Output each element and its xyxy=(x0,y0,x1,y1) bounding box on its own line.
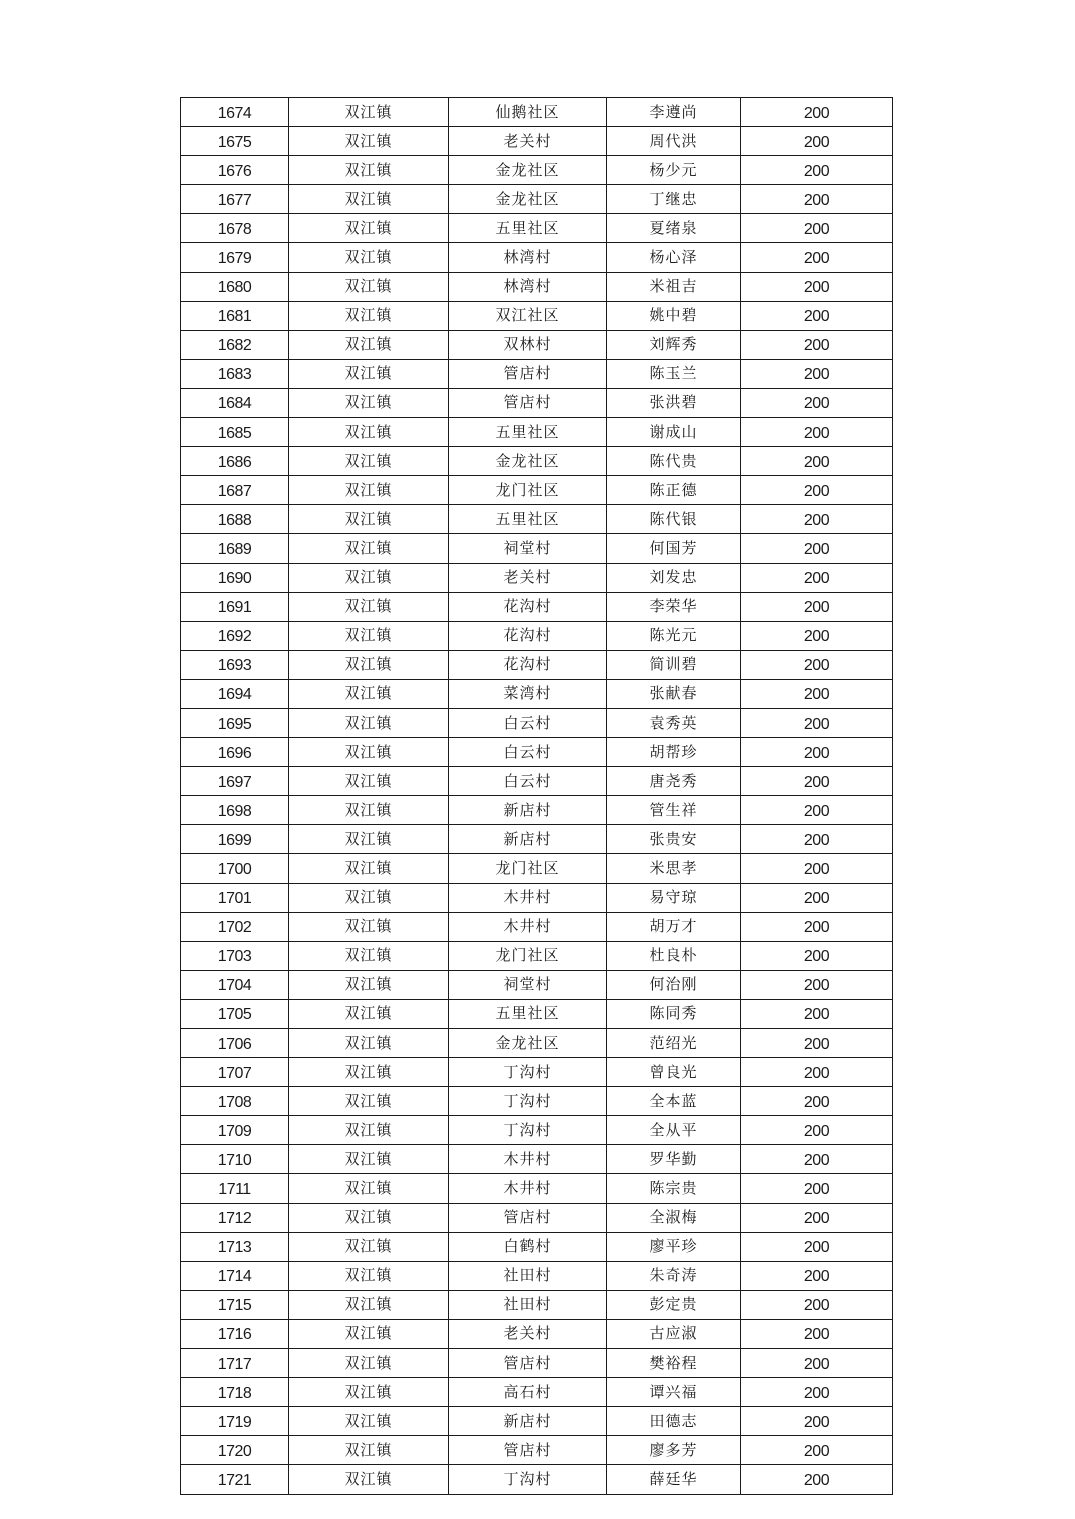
person-name-cell: 全本蓝 xyxy=(607,1087,741,1116)
village-cell: 新店村 xyxy=(449,825,607,854)
table-row xyxy=(181,1378,893,1407)
row-number-cell: 1687 xyxy=(181,476,289,505)
village-cell: 管店村 xyxy=(449,359,607,388)
amount-cell: 200 xyxy=(741,854,893,883)
person-name-cell: 管生祥 xyxy=(607,796,741,825)
table-row xyxy=(181,621,893,650)
town-cell: 双江镇 xyxy=(289,1058,449,1087)
row-number-cell: 1690 xyxy=(181,563,289,592)
town-cell: 双江镇 xyxy=(289,796,449,825)
table-row xyxy=(181,418,893,447)
village-cell: 老关村 xyxy=(449,127,607,156)
amount-cell: 200 xyxy=(741,1407,893,1436)
row-number-cell: 1703 xyxy=(181,941,289,970)
village-cell: 金龙社区 xyxy=(449,185,607,214)
row-number-cell: 1719 xyxy=(181,1407,289,1436)
town-cell: 双江镇 xyxy=(289,854,449,883)
table-row xyxy=(181,738,893,767)
person-name-cell: 陈正德 xyxy=(607,476,741,505)
person-name-cell: 简训碧 xyxy=(607,650,741,679)
amount-cell: 200 xyxy=(741,1436,893,1465)
town-cell: 双江镇 xyxy=(289,679,449,708)
person-name-cell: 范绍光 xyxy=(607,1029,741,1058)
town-cell: 双江镇 xyxy=(289,1290,449,1319)
row-number-cell: 1684 xyxy=(181,388,289,417)
table-row xyxy=(181,679,893,708)
row-number-cell: 1720 xyxy=(181,1436,289,1465)
table-row xyxy=(181,388,893,417)
table-row xyxy=(181,243,893,272)
town-cell: 双江镇 xyxy=(289,1261,449,1290)
town-cell: 双江镇 xyxy=(289,563,449,592)
person-name-cell: 陈光元 xyxy=(607,621,741,650)
amount-cell: 200 xyxy=(741,505,893,534)
town-cell: 双江镇 xyxy=(289,127,449,156)
table-row xyxy=(181,1087,893,1116)
row-number-cell: 1677 xyxy=(181,185,289,214)
person-name-cell: 李遵尚 xyxy=(607,98,741,127)
village-cell: 高石村 xyxy=(449,1378,607,1407)
village-cell: 菜湾村 xyxy=(449,679,607,708)
person-name-cell: 周代洪 xyxy=(607,127,741,156)
village-cell: 双林村 xyxy=(449,330,607,359)
amount-cell: 200 xyxy=(741,447,893,476)
village-cell: 林湾村 xyxy=(449,243,607,272)
village-cell: 木井村 xyxy=(449,912,607,941)
table-row xyxy=(181,941,893,970)
village-cell: 双江社区 xyxy=(449,301,607,330)
person-name-cell: 谭兴福 xyxy=(607,1378,741,1407)
town-cell: 双江镇 xyxy=(289,708,449,737)
table-row xyxy=(181,1290,893,1319)
row-number-cell: 1717 xyxy=(181,1349,289,1378)
row-number-cell: 1691 xyxy=(181,592,289,621)
village-cell: 五里社区 xyxy=(449,505,607,534)
person-name-cell: 李荣华 xyxy=(607,592,741,621)
person-name-cell: 何国芳 xyxy=(607,534,741,563)
person-name-cell: 彭定贵 xyxy=(607,1290,741,1319)
person-name-cell: 米思孝 xyxy=(607,854,741,883)
person-name-cell: 刘发忠 xyxy=(607,563,741,592)
village-cell: 仙鹅社区 xyxy=(449,98,607,127)
table-row xyxy=(181,563,893,592)
table-row xyxy=(181,1116,893,1145)
amount-cell: 200 xyxy=(741,1116,893,1145)
row-number-cell: 1707 xyxy=(181,1058,289,1087)
amount-cell: 200 xyxy=(741,272,893,301)
row-number-cell: 1709 xyxy=(181,1116,289,1145)
village-cell: 新店村 xyxy=(449,796,607,825)
town-cell: 双江镇 xyxy=(289,650,449,679)
amount-cell: 200 xyxy=(741,999,893,1028)
amount-cell: 200 xyxy=(741,1319,893,1348)
person-name-cell: 张洪碧 xyxy=(607,388,741,417)
table-row xyxy=(181,447,893,476)
table-row xyxy=(181,1232,893,1261)
person-name-cell: 谢成山 xyxy=(607,418,741,447)
table-row xyxy=(181,156,893,185)
table-row xyxy=(181,214,893,243)
village-cell: 五里社区 xyxy=(449,214,607,243)
row-number-cell: 1711 xyxy=(181,1174,289,1203)
village-cell: 金龙社区 xyxy=(449,1029,607,1058)
row-number-cell: 1699 xyxy=(181,825,289,854)
village-cell: 木井村 xyxy=(449,1145,607,1174)
town-cell: 双江镇 xyxy=(289,418,449,447)
person-name-cell: 樊裕程 xyxy=(607,1349,741,1378)
amount-cell: 200 xyxy=(741,621,893,650)
amount-cell: 200 xyxy=(741,825,893,854)
village-cell: 花沟村 xyxy=(449,621,607,650)
row-number-cell: 1698 xyxy=(181,796,289,825)
row-number-cell: 1693 xyxy=(181,650,289,679)
town-cell: 双江镇 xyxy=(289,1465,449,1494)
amount-cell: 200 xyxy=(741,1465,893,1494)
table-row xyxy=(181,1203,893,1232)
village-cell: 祠堂村 xyxy=(449,970,607,999)
village-cell: 管店村 xyxy=(449,1349,607,1378)
town-cell: 双江镇 xyxy=(289,1087,449,1116)
person-name-cell: 易守琼 xyxy=(607,883,741,912)
table-row xyxy=(181,1349,893,1378)
town-cell: 双江镇 xyxy=(289,1349,449,1378)
town-cell: 双江镇 xyxy=(289,767,449,796)
person-name-cell: 陈同秀 xyxy=(607,999,741,1028)
village-cell: 五里社区 xyxy=(449,999,607,1028)
row-number-cell: 1697 xyxy=(181,767,289,796)
village-cell: 管店村 xyxy=(449,388,607,417)
row-number-cell: 1674 xyxy=(181,98,289,127)
town-cell: 双江镇 xyxy=(289,999,449,1028)
amount-cell: 200 xyxy=(741,1029,893,1058)
table-row xyxy=(181,1261,893,1290)
village-cell: 管店村 xyxy=(449,1436,607,1465)
table-row xyxy=(181,796,893,825)
amount-cell: 200 xyxy=(741,708,893,737)
person-name-cell: 张献春 xyxy=(607,679,741,708)
table-body xyxy=(181,98,893,1495)
row-number-cell: 1681 xyxy=(181,301,289,330)
town-cell: 双江镇 xyxy=(289,970,449,999)
table-row xyxy=(181,1058,893,1087)
town-cell: 双江镇 xyxy=(289,359,449,388)
village-cell: 丁沟村 xyxy=(449,1465,607,1494)
town-cell: 双江镇 xyxy=(289,738,449,767)
amount-cell: 200 xyxy=(741,534,893,563)
person-name-cell: 杨心泽 xyxy=(607,243,741,272)
row-number-cell: 1716 xyxy=(181,1319,289,1348)
table-row xyxy=(181,1407,893,1436)
village-cell: 龙门社区 xyxy=(449,941,607,970)
amount-cell: 200 xyxy=(741,98,893,127)
person-name-cell: 陈玉兰 xyxy=(607,359,741,388)
village-cell: 木井村 xyxy=(449,883,607,912)
table-row xyxy=(181,1145,893,1174)
town-cell: 双江镇 xyxy=(289,1378,449,1407)
row-number-cell: 1694 xyxy=(181,679,289,708)
amount-cell: 200 xyxy=(741,1174,893,1203)
person-name-cell: 张贵安 xyxy=(607,825,741,854)
village-cell: 丁沟村 xyxy=(449,1087,607,1116)
village-cell: 金龙社区 xyxy=(449,447,607,476)
table-row xyxy=(181,767,893,796)
town-cell: 双江镇 xyxy=(289,98,449,127)
village-cell: 白云村 xyxy=(449,767,607,796)
row-number-cell: 1685 xyxy=(181,418,289,447)
row-number-cell: 1714 xyxy=(181,1261,289,1290)
table-row xyxy=(181,98,893,127)
village-cell: 木井村 xyxy=(449,1174,607,1203)
row-number-cell: 1715 xyxy=(181,1290,289,1319)
town-cell: 双江镇 xyxy=(289,1436,449,1465)
amount-cell: 200 xyxy=(741,912,893,941)
town-cell: 双江镇 xyxy=(289,447,449,476)
row-number-cell: 1680 xyxy=(181,272,289,301)
table-row xyxy=(181,476,893,505)
village-cell: 丁沟村 xyxy=(449,1058,607,1087)
town-cell: 双江镇 xyxy=(289,243,449,272)
village-cell: 花沟村 xyxy=(449,650,607,679)
village-cell: 社田村 xyxy=(449,1290,607,1319)
amount-cell: 200 xyxy=(741,1203,893,1232)
village-cell: 花沟村 xyxy=(449,592,607,621)
town-cell: 双江镇 xyxy=(289,941,449,970)
subsidy-table xyxy=(180,97,893,1495)
town-cell: 双江镇 xyxy=(289,621,449,650)
village-cell: 新店村 xyxy=(449,1407,607,1436)
table-row xyxy=(181,854,893,883)
amount-cell: 200 xyxy=(741,330,893,359)
table-row xyxy=(181,592,893,621)
amount-cell: 200 xyxy=(741,1349,893,1378)
row-number-cell: 1679 xyxy=(181,243,289,272)
village-cell: 白云村 xyxy=(449,738,607,767)
town-cell: 双江镇 xyxy=(289,301,449,330)
amount-cell: 200 xyxy=(741,185,893,214)
amount-cell: 200 xyxy=(741,214,893,243)
person-name-cell: 古应淑 xyxy=(607,1319,741,1348)
village-cell: 丁沟村 xyxy=(449,1116,607,1145)
amount-cell: 200 xyxy=(741,767,893,796)
row-number-cell: 1704 xyxy=(181,970,289,999)
row-number-cell: 1700 xyxy=(181,854,289,883)
table-row xyxy=(181,185,893,214)
amount-cell: 200 xyxy=(741,156,893,185)
table-row xyxy=(181,912,893,941)
village-cell: 老关村 xyxy=(449,563,607,592)
amount-cell: 200 xyxy=(741,1087,893,1116)
table-row xyxy=(181,970,893,999)
village-cell: 白云村 xyxy=(449,708,607,737)
person-name-cell: 胡帮珍 xyxy=(607,738,741,767)
row-number-cell: 1708 xyxy=(181,1087,289,1116)
row-number-cell: 1695 xyxy=(181,708,289,737)
table-row xyxy=(181,999,893,1028)
amount-cell: 200 xyxy=(741,650,893,679)
amount-cell: 200 xyxy=(741,359,893,388)
row-number-cell: 1712 xyxy=(181,1203,289,1232)
table-row xyxy=(181,127,893,156)
amount-cell: 200 xyxy=(741,1378,893,1407)
table-row xyxy=(181,272,893,301)
town-cell: 双江镇 xyxy=(289,388,449,417)
village-cell: 龙门社区 xyxy=(449,854,607,883)
table-row xyxy=(181,650,893,679)
row-number-cell: 1678 xyxy=(181,214,289,243)
town-cell: 双江镇 xyxy=(289,912,449,941)
village-cell: 林湾村 xyxy=(449,272,607,301)
amount-cell: 200 xyxy=(741,679,893,708)
village-cell: 管店村 xyxy=(449,1203,607,1232)
row-number-cell: 1705 xyxy=(181,999,289,1028)
row-number-cell: 1676 xyxy=(181,156,289,185)
town-cell: 双江镇 xyxy=(289,156,449,185)
amount-cell: 200 xyxy=(741,970,893,999)
table-row xyxy=(181,708,893,737)
table-row xyxy=(181,1319,893,1348)
person-name-cell: 刘辉秀 xyxy=(607,330,741,359)
row-number-cell: 1696 xyxy=(181,738,289,767)
table-row xyxy=(181,359,893,388)
person-name-cell: 罗华勤 xyxy=(607,1145,741,1174)
row-number-cell: 1675 xyxy=(181,127,289,156)
amount-cell: 200 xyxy=(741,301,893,330)
amount-cell: 200 xyxy=(741,418,893,447)
table-row xyxy=(181,1436,893,1465)
table-row xyxy=(181,301,893,330)
row-number-cell: 1710 xyxy=(181,1145,289,1174)
row-number-cell: 1706 xyxy=(181,1029,289,1058)
person-name-cell: 田德志 xyxy=(607,1407,741,1436)
row-number-cell: 1689 xyxy=(181,534,289,563)
table-row xyxy=(181,1465,893,1494)
town-cell: 双江镇 xyxy=(289,1232,449,1261)
amount-cell: 200 xyxy=(741,1290,893,1319)
town-cell: 双江镇 xyxy=(289,505,449,534)
amount-cell: 200 xyxy=(741,738,893,767)
amount-cell: 200 xyxy=(741,796,893,825)
amount-cell: 200 xyxy=(741,127,893,156)
person-name-cell: 唐尧秀 xyxy=(607,767,741,796)
amount-cell: 200 xyxy=(741,388,893,417)
table-row xyxy=(181,1029,893,1058)
village-cell: 龙门社区 xyxy=(449,476,607,505)
town-cell: 双江镇 xyxy=(289,592,449,621)
table-row xyxy=(181,825,893,854)
town-cell: 双江镇 xyxy=(289,476,449,505)
town-cell: 双江镇 xyxy=(289,1407,449,1436)
row-number-cell: 1713 xyxy=(181,1232,289,1261)
amount-cell: 200 xyxy=(741,243,893,272)
person-name-cell: 丁继忠 xyxy=(607,185,741,214)
town-cell: 双江镇 xyxy=(289,1319,449,1348)
table-row xyxy=(181,883,893,912)
town-cell: 双江镇 xyxy=(289,825,449,854)
person-name-cell: 薛廷华 xyxy=(607,1465,741,1494)
town-cell: 双江镇 xyxy=(289,1203,449,1232)
village-cell: 社田村 xyxy=(449,1261,607,1290)
row-number-cell: 1692 xyxy=(181,621,289,650)
row-number-cell: 1701 xyxy=(181,883,289,912)
village-cell: 老关村 xyxy=(449,1319,607,1348)
amount-cell: 200 xyxy=(741,1261,893,1290)
row-number-cell: 1718 xyxy=(181,1378,289,1407)
person-name-cell: 曾良光 xyxy=(607,1058,741,1087)
amount-cell: 200 xyxy=(741,476,893,505)
person-name-cell: 廖多芳 xyxy=(607,1436,741,1465)
town-cell: 双江镇 xyxy=(289,883,449,912)
town-cell: 双江镇 xyxy=(289,330,449,359)
row-number-cell: 1683 xyxy=(181,359,289,388)
amount-cell: 200 xyxy=(741,941,893,970)
person-name-cell: 杜良朴 xyxy=(607,941,741,970)
village-cell: 祠堂村 xyxy=(449,534,607,563)
village-cell: 金龙社区 xyxy=(449,156,607,185)
town-cell: 双江镇 xyxy=(289,1174,449,1203)
row-number-cell: 1682 xyxy=(181,330,289,359)
person-name-cell: 胡万才 xyxy=(607,912,741,941)
row-number-cell: 1702 xyxy=(181,912,289,941)
village-cell: 五里社区 xyxy=(449,418,607,447)
person-name-cell: 廖平珍 xyxy=(607,1232,741,1261)
person-name-cell: 姚中碧 xyxy=(607,301,741,330)
person-name-cell: 米祖吉 xyxy=(607,272,741,301)
table-row xyxy=(181,534,893,563)
person-name-cell: 陈代银 xyxy=(607,505,741,534)
person-name-cell: 何治刚 xyxy=(607,970,741,999)
table-row xyxy=(181,505,893,534)
row-number-cell: 1686 xyxy=(181,447,289,476)
amount-cell: 200 xyxy=(741,1232,893,1261)
amount-cell: 200 xyxy=(741,592,893,621)
person-name-cell: 全淑梅 xyxy=(607,1203,741,1232)
person-name-cell: 陈宗贵 xyxy=(607,1174,741,1203)
row-number-cell: 1688 xyxy=(181,505,289,534)
town-cell: 双江镇 xyxy=(289,272,449,301)
person-name-cell: 全从平 xyxy=(607,1116,741,1145)
person-name-cell: 杨少元 xyxy=(607,156,741,185)
amount-cell: 200 xyxy=(741,1145,893,1174)
village-cell: 白鹤村 xyxy=(449,1232,607,1261)
town-cell: 双江镇 xyxy=(289,534,449,563)
town-cell: 双江镇 xyxy=(289,1145,449,1174)
row-number-cell: 1721 xyxy=(181,1465,289,1494)
amount-cell: 200 xyxy=(741,563,893,592)
table-row xyxy=(181,330,893,359)
person-name-cell: 夏绪泉 xyxy=(607,214,741,243)
table-row xyxy=(181,1174,893,1203)
town-cell: 双江镇 xyxy=(289,185,449,214)
amount-cell: 200 xyxy=(741,1058,893,1087)
person-name-cell: 陈代贵 xyxy=(607,447,741,476)
town-cell: 双江镇 xyxy=(289,214,449,243)
town-cell: 双江镇 xyxy=(289,1029,449,1058)
amount-cell: 200 xyxy=(741,883,893,912)
person-name-cell: 袁秀英 xyxy=(607,708,741,737)
town-cell: 双江镇 xyxy=(289,1116,449,1145)
person-name-cell: 朱奇涛 xyxy=(607,1261,741,1290)
